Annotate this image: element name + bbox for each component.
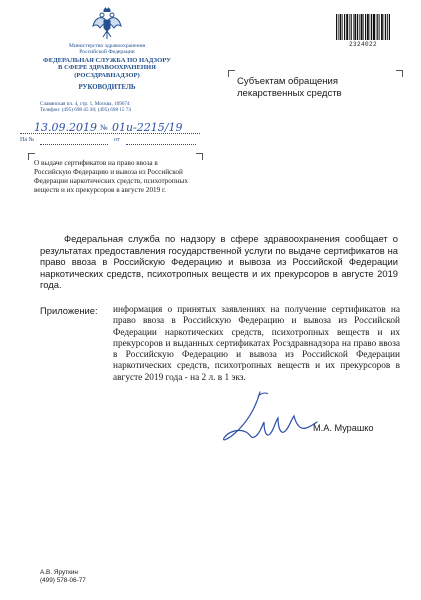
agency-name: [40, 57, 174, 79]
recipient-corner-top-right: [396, 70, 403, 77]
agency-line-2: В СФЕРЕ ЗДРАВООХРАНЕНИЯ: [58, 64, 156, 72]
executor-phone: (499) 578-06-77: [40, 577, 86, 585]
barcode-number: 2324022: [348, 41, 377, 48]
executor-block: [40, 569, 86, 585]
reference-prefix: На №: [20, 137, 35, 143]
agency-address: [40, 101, 190, 114]
agency-line-1: ФЕДЕРАЛЬНАЯ СЛУЖБА ПО НАДЗОРУ: [43, 57, 171, 64]
registration-line: [20, 122, 200, 136]
ministry-line-1: Министерство здравоохранения: [68, 43, 146, 49]
recipient-block: [237, 76, 342, 100]
subject-corner-top-right: [196, 153, 203, 160]
head-label: РУКОВОДИТЕЛЬ: [78, 84, 136, 91]
signature-graphic: [220, 388, 320, 446]
letter-body: Федеральная служба по надзору в сфере здравоохранения сообщает о результатах предоставления государственной услуги по выдаче сертификатов на право ввоза в Российскую Федерацию и вывоза из Российской Федерации наркотических средств, психотропных веществ и их прекурсоров в августе 2019 года.: [40, 233, 398, 291]
attachment-description: информация о принятых заявлениях на получение сертификатов на право ввоза в Российскую Федерацию и вывоза из Российской Федерации наркотических средств, психотропных веществ и их прекурсоров и выданных сертификатах Росздравнадзора на право ввоза в Российскую Федерацию и вывоза из Российской Федерации наркотических средств, психотропных веществ и их прекурсоров в августе 2019 года - на 2 л. в 1 экз.: [113, 305, 400, 383]
recipient-line-1: Субъектам обращения: [237, 76, 339, 87]
executor-name: А.В. Яруткин: [40, 569, 78, 576]
ministry-line-2: Российской Федерации: [79, 49, 135, 56]
registration-number: 01и-2215/19: [112, 121, 183, 134]
ministry-name: [40, 43, 174, 56]
signer-name: М.А. Мурашко: [313, 423, 374, 433]
reference-from: от: [114, 137, 120, 143]
registration-date: 13.09.2019: [34, 121, 97, 134]
recipient-corner-top-left: [228, 70, 235, 77]
letter-subject: О выдаче сертификатов на право ввоза в Российскую Федерацию и вывоза из Российской Федерации наркотических средств, психотропных веществ и их прекурсоров в августе 2019 г.: [34, 159, 188, 194]
barcode-graphic: [336, 14, 390, 40]
recipient-line-2: лекарственных средств: [237, 88, 342, 99]
address-line-1: Славянская пл. 4, стр. 1, Москва, 109074: [40, 101, 130, 107]
number-sign: №: [100, 123, 108, 132]
attachment-label: Приложение:: [40, 305, 98, 316]
agency-line-3: (РОСЗДРАВНАДЗОР): [74, 71, 140, 79]
reference-line: [20, 137, 200, 147]
emblem-icon: [92, 6, 122, 42]
address-line-2: Телефон: (495) 698 45 38; (495) 698 15 74: [40, 107, 132, 114]
